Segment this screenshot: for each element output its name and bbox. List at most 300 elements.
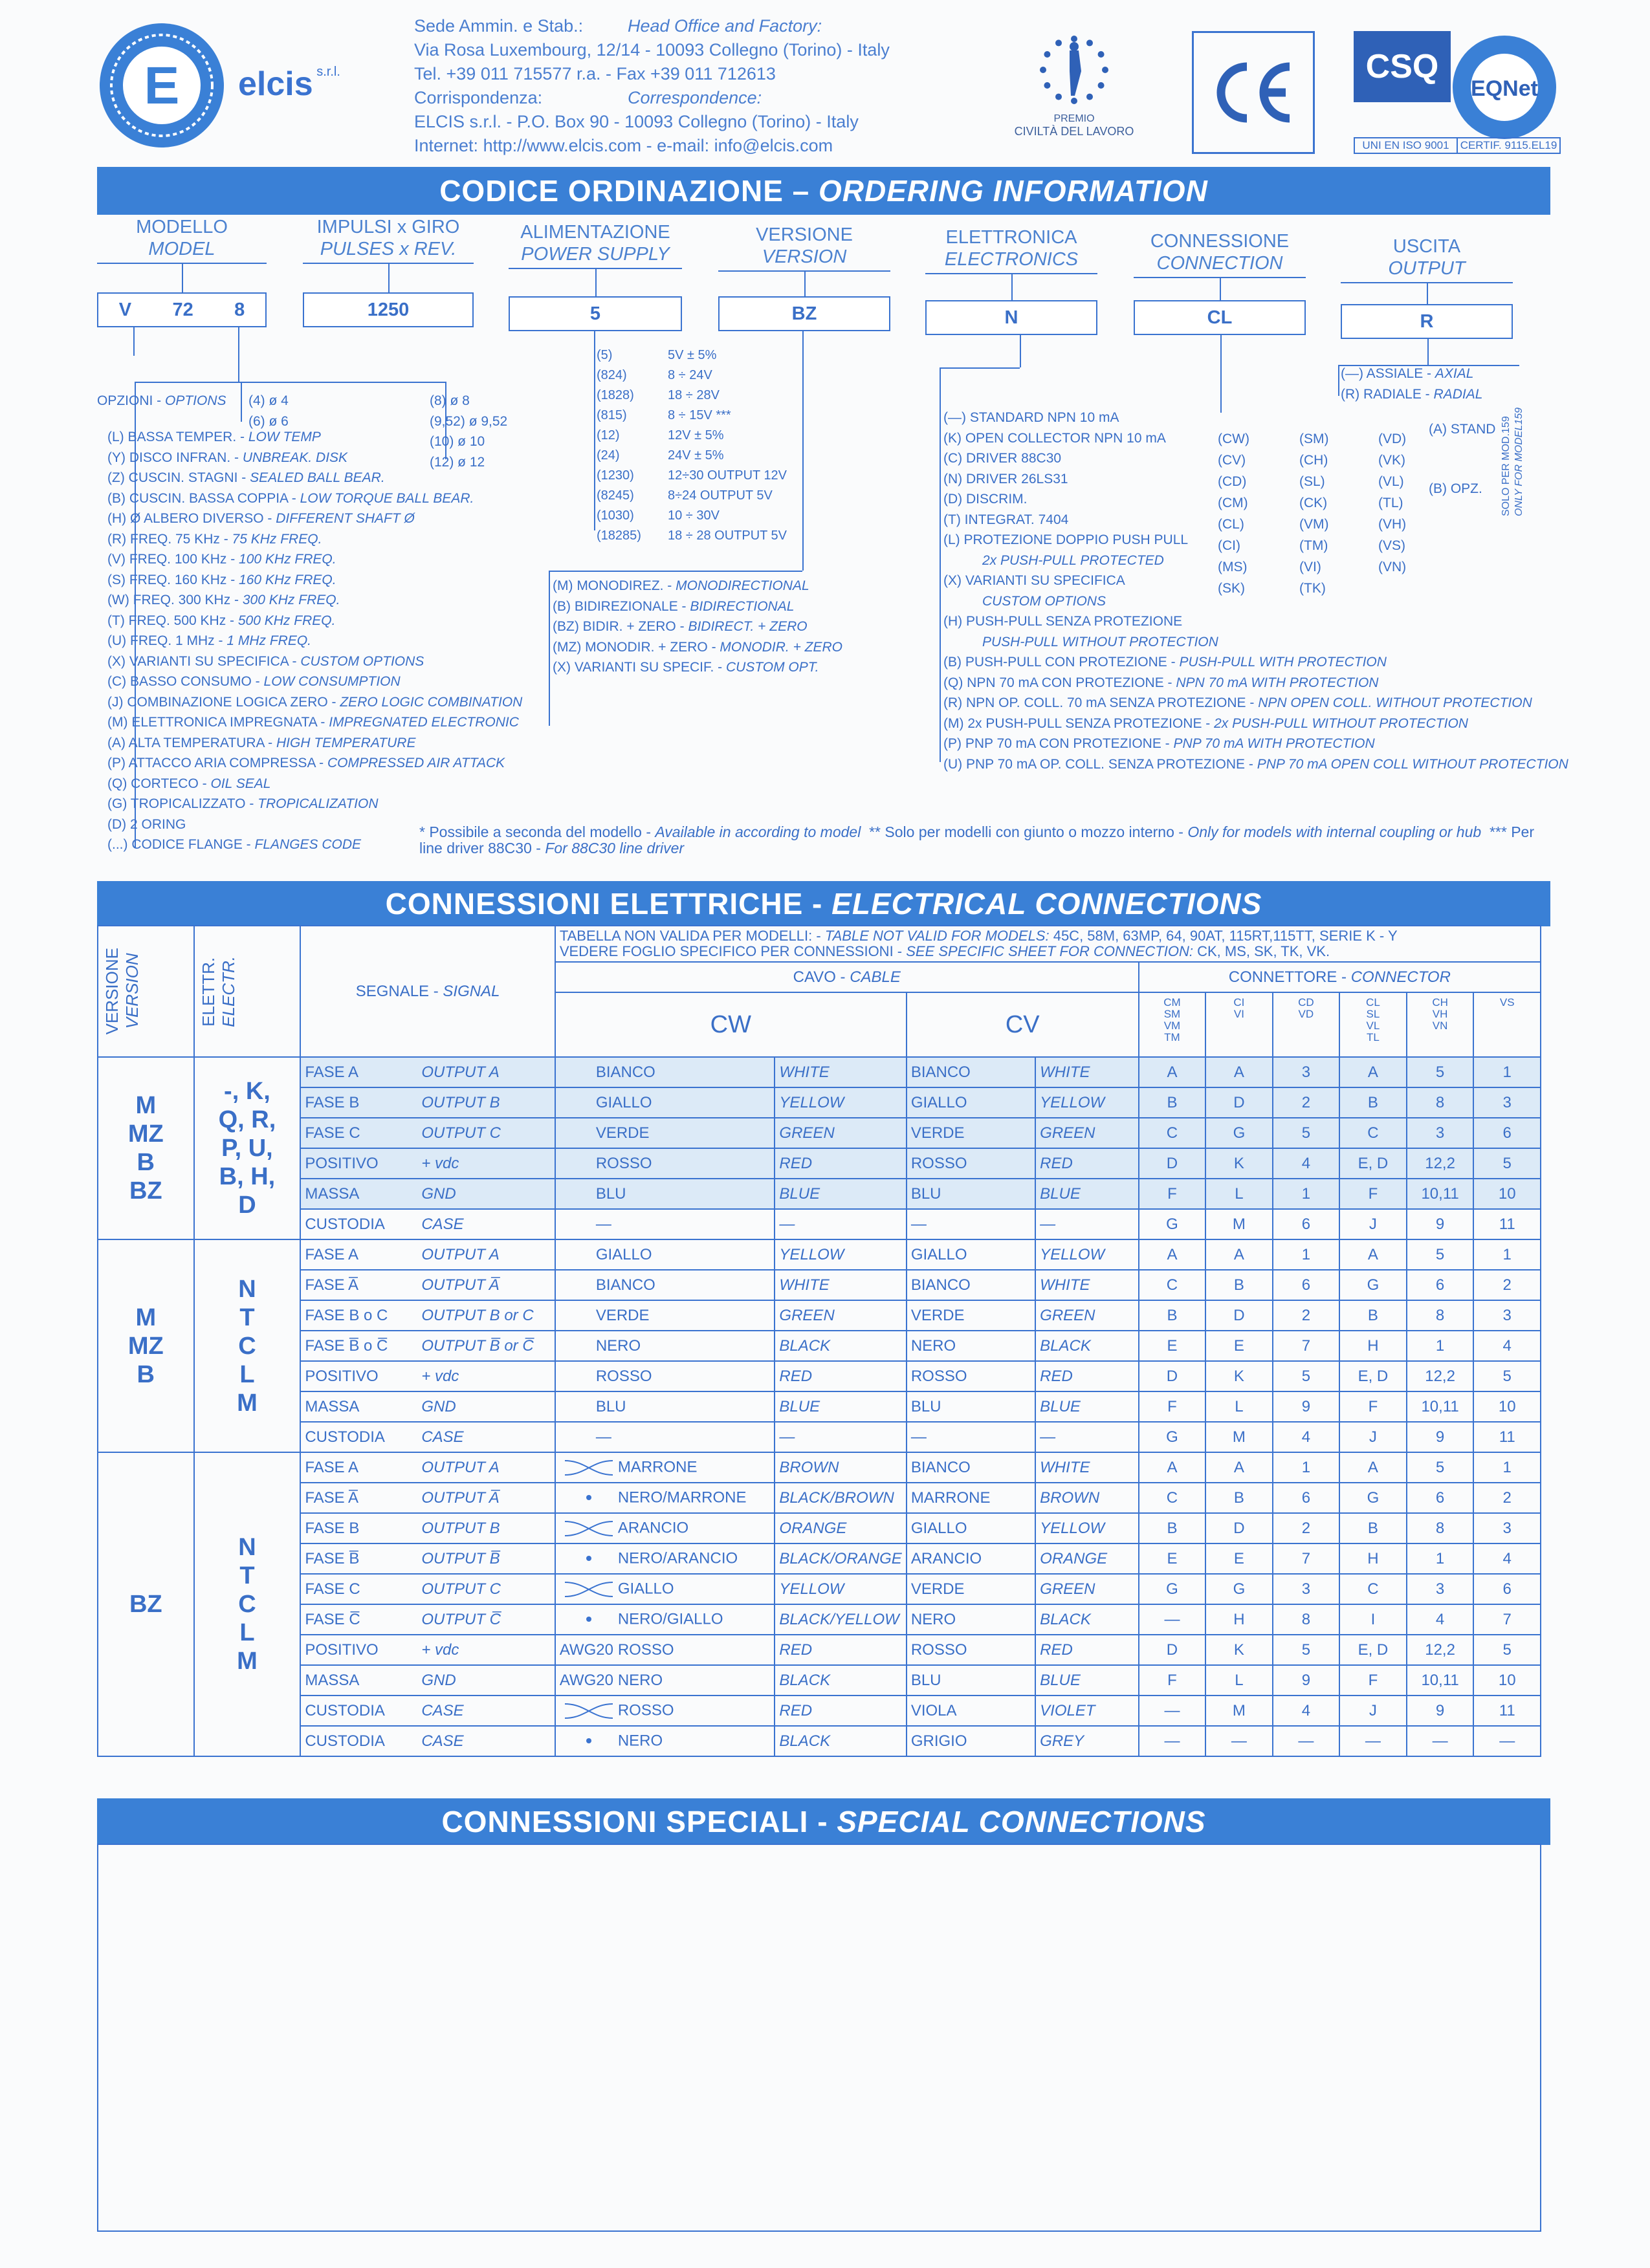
cw-it-cell: BIANCO [555, 1270, 775, 1300]
list-item: (CV) [1218, 453, 1246, 468]
connector-pin-cell: A [1139, 1057, 1205, 1087]
connection-box: CL [1134, 300, 1306, 335]
connector-pin-cell: G [1139, 1422, 1205, 1452]
cv-it-cell: ROSSO [907, 1361, 1035, 1391]
field-header: CONNESSIONE CONNECTION [1150, 231, 1290, 274]
connector-pin-cell: H [1339, 1543, 1407, 1574]
twisted-pair-icon [560, 1610, 618, 1630]
list-item: (TM) [1299, 538, 1328, 553]
table-row [98, 1118, 1541, 1148]
list-item: (CL) [1218, 517, 1244, 532]
cw-it-cell: GIALLO [555, 1239, 775, 1270]
model159-note: SOLO PER MOD.159 ONLY FOR MODEL159 [1501, 407, 1524, 516]
list-item: (TK) [1299, 581, 1326, 596]
list-item: (V) FREQ. 100 KHz - 100 KHz FREQ. [107, 552, 336, 567]
cw-it-cell: NERO/ARANCIO [555, 1543, 775, 1574]
connector-pin-cell: K [1205, 1635, 1272, 1665]
list-item: 2x PUSH-PULL PROTECTED [982, 552, 1164, 568]
options-header: OPZIONI - OPTIONS [97, 393, 226, 408]
connector-pin-cell: 2 [1473, 1483, 1541, 1513]
model-72: 72 [172, 300, 193, 320]
list-item: (H) Ø ALBERO DIVERSO - DIFFERENT SHAFT Ø [107, 511, 415, 526]
table-row [98, 1513, 1541, 1543]
ordering-footnotes: * Possibile a seconda del modello - Available in according to model ** Solo per modelli con giunto o mozzo interno - Only for models with internal coupling or hub *** Per line driver 88C30 - For 88C30 line driver [419, 823, 1534, 856]
cv-it-cell: BLU [907, 1665, 1035, 1696]
cv-en-cell: — [1035, 1209, 1139, 1239]
list-item: (W) FREQ. 300 KHz - 300 KHz FREQ. [107, 593, 340, 607]
list-item: (M) ELETTRONICA IMPREGNATA - IMPREGNATED ELECTRONIC [107, 715, 519, 730]
signal-cell: FASE B o C OUTPUT B or C [300, 1300, 555, 1331]
cv-en-cell: BLACK [1035, 1331, 1139, 1361]
list-item: (X) VARIANTI SU SPECIFICA [943, 573, 1125, 588]
table-row [98, 1361, 1541, 1391]
signal-cell: FASE A OUTPUT A [300, 1057, 555, 1087]
cw-en-cell: BLUE [775, 1391, 906, 1422]
supply-box: 5 [509, 296, 682, 331]
list-item: (TL) [1378, 496, 1403, 510]
twisted-pair-icon [560, 1519, 618, 1538]
connector-pin-cell: 6 [1407, 1483, 1474, 1513]
connector-pin-cell: 9 [1407, 1209, 1474, 1239]
cv-it-cell: BIANCO [907, 1057, 1035, 1087]
connection-list-b [1299, 428, 1329, 599]
table-row [98, 1087, 1541, 1118]
signal-cell: CUSTODIA CASE [300, 1696, 555, 1726]
model-8: 8 [234, 300, 245, 320]
electrical-connections-table [97, 925, 1541, 1757]
signal-cell: CUSTODIA CASE [300, 1726, 555, 1756]
list-item: (18285) 18 ÷ 28 OUTPUT 5V [597, 529, 787, 543]
cw-it-cell: AWG20 NERO [555, 1665, 775, 1696]
list-item: (U) FREQ. 1 MHz - 1 MHz FREQ. [107, 633, 312, 648]
signal-cell: FASE B̅ o C̅ OUTPUT B̅ or C̅ [300, 1331, 555, 1361]
cv-it-cell: ARANCIO [907, 1543, 1035, 1574]
signal-cell: FASE A OUTPUT A [300, 1452, 555, 1483]
connector-pin-cell: 12,2 [1407, 1361, 1474, 1391]
connector-col-header: CI VI [1205, 992, 1272, 1057]
output-box: R [1341, 304, 1513, 339]
options-list [107, 427, 522, 855]
model-box [97, 292, 267, 327]
cw-en-cell: — [775, 1422, 906, 1452]
award-badge: PREMIO CIVILTÀ DEL LAVORO [1003, 32, 1145, 155]
list-item: (Z) CUSCIN. STAGNI - SEALED BALL BEAR. [107, 470, 385, 485]
connector-pin-cell: 8 [1407, 1513, 1474, 1543]
list-item: CUSTOM OPTIONS [982, 593, 1106, 609]
table-row [98, 1179, 1541, 1209]
connector-pin-cell: 10 [1473, 1179, 1541, 1209]
address-line: Via Rosa Luxembourg, 12/14 - 10093 Collegno (Torino) - Italy [414, 40, 890, 60]
connector-pin-cell: C [1139, 1270, 1205, 1300]
electr-cell: N T C L M [194, 1452, 301, 1756]
cv-en-cell: RED [1035, 1148, 1139, 1179]
connector-pin-cell: 11 [1473, 1696, 1541, 1726]
list-item: PUSH-PULL WITHOUT PROTECTION [982, 634, 1218, 649]
connector-pin-cell: 7 [1473, 1604, 1541, 1635]
connector-pin-cell: F [1339, 1665, 1407, 1696]
connector-pin-cell: A [1339, 1239, 1407, 1270]
list-item: (824) 8 ÷ 24V [597, 368, 712, 382]
list-item: (SL) [1299, 474, 1325, 489]
list-item: (L) BASSA TEMPER. - LOW TEMP [107, 430, 321, 444]
cv-it-cell: GIALLO [907, 1239, 1035, 1270]
pulses-box: 1250 [303, 292, 474, 327]
connector-pin-cell: 1 [1473, 1239, 1541, 1270]
list-item: (R) RADIALE - RADIAL [1341, 386, 1483, 402]
cw-it-cell: — [555, 1422, 775, 1452]
list-item: (P) PNP 70 mA CON PROTEZIONE - PNP 70 mA WITH PROTECTION [943, 736, 1375, 751]
special-connections-area [97, 1844, 1541, 2232]
list-item: (M) MONODIREZ. - MONODIRECTIONAL [553, 578, 809, 593]
cv-en-cell: VIOLET [1035, 1696, 1139, 1726]
cv-it-cell: BIANCO [907, 1270, 1035, 1300]
cw-en-cell: GREEN [775, 1118, 906, 1148]
list-item: (X) VARIANTI SU SPECIFICA - CUSTOM OPTIONS [107, 653, 424, 669]
cv-en-cell: GREEN [1035, 1300, 1139, 1331]
connector-pin-cell: — [1339, 1726, 1407, 1756]
iso-label: UNI EN ISO 9001 [1355, 138, 1458, 153]
list-item: (815) 8 ÷ 15V *** [597, 408, 731, 422]
list-item: (K) OPEN COLLECTOR NPN 10 mA [943, 430, 1166, 446]
connector-pin-cell: C [1139, 1118, 1205, 1148]
connector-pin-cell: F [1139, 1179, 1205, 1209]
cv-en-cell: YELLOW [1035, 1087, 1139, 1118]
table-row [98, 1483, 1541, 1513]
connector-pin-cell: F [1139, 1665, 1205, 1696]
connector-pin-cell: — [1273, 1726, 1339, 1756]
cw-it-cell: — [555, 1209, 775, 1239]
cw-it-cell: ROSSO [555, 1696, 775, 1726]
cw-it-cell: ROSSO [555, 1148, 775, 1179]
cw-en-cell: BLACK [775, 1665, 906, 1696]
list-item: (BZ) BIDIR. + ZERO - BIDIRECT. + ZERO [553, 619, 808, 634]
signal-cell: POSITIVO + vdc [300, 1148, 555, 1179]
table-row [98, 1635, 1541, 1665]
connector-pin-cell: E, D [1339, 1635, 1407, 1665]
cv-en-cell: BLUE [1035, 1391, 1139, 1422]
cw-it-cell: MARRONE [555, 1452, 775, 1483]
cv-it-cell: ROSSO [907, 1635, 1035, 1665]
connector-pin-cell: 6 [1407, 1270, 1474, 1300]
signal-cell: FASE C̅ OUTPUT C̅ [300, 1604, 555, 1635]
list-item: (24) 24V ± 5% [597, 448, 724, 463]
stand-option: (A) STAND [1429, 422, 1496, 437]
cw-it-cell: GIALLO [555, 1574, 775, 1604]
connector-pin-cell: 4 [1407, 1604, 1474, 1635]
connector-pin-cell: H [1205, 1604, 1272, 1635]
field-header: ALIMENTAZIONE POWER SUPPLY [520, 222, 670, 265]
connector-pin-cell: A [1339, 1452, 1407, 1483]
list-item: (VI) [1299, 560, 1321, 574]
list-item: (CH) [1299, 453, 1328, 468]
connector-pin-cell: B [1205, 1270, 1272, 1300]
connector-pin-cell: 6 [1273, 1270, 1339, 1300]
cv-en-cell: BLACK [1035, 1604, 1139, 1635]
address-line: Internet: http://www.elcis.com - e-mail: info@elcis.com [414, 136, 833, 155]
connector-pin-cell: B [1139, 1513, 1205, 1543]
list-item: (VH) [1378, 517, 1407, 532]
connector-pin-cell: 3 [1473, 1300, 1541, 1331]
table-row [98, 1391, 1541, 1422]
list-item: (1828) 18 ÷ 28V [597, 388, 720, 402]
version-box: BZ [718, 296, 890, 331]
connector-pin-cell: C [1339, 1574, 1407, 1604]
signal-cell: FASE C OUTPUT C [300, 1118, 555, 1148]
ce-mark-icon [1194, 33, 1313, 152]
connector-pin-cell: D [1139, 1635, 1205, 1665]
cw-it-cell: VERDE [555, 1118, 775, 1148]
connector-pin-cell: 3 [1273, 1057, 1339, 1087]
cw-it-cell: ARANCIO [555, 1513, 775, 1543]
connector-col-header: CL SL VL TL [1339, 992, 1407, 1057]
cw-en-cell: RED [775, 1361, 906, 1391]
signal-cell: CUSTODIA CASE [300, 1422, 555, 1452]
cv-header: CV [907, 992, 1139, 1057]
cw-it-cell: BLU [555, 1179, 775, 1209]
list-item: (CD) [1218, 474, 1247, 489]
cw-it-cell: BIANCO [555, 1057, 775, 1087]
csq-logo: CSQ [1354, 31, 1451, 102]
list-item: (Q) CORTECO - OIL SEAL [107, 776, 271, 791]
table-row [98, 1452, 1541, 1483]
list-item: (Y) DISCO INFRAN. - UNBREAK. DISK [107, 450, 348, 465]
table-row [98, 1057, 1541, 1087]
list-item: (VD) [1378, 431, 1407, 446]
table-row [98, 1209, 1541, 1239]
field-header: ELETTRONICA ELECTRONICS [944, 227, 1079, 270]
cv-en-cell: WHITE [1035, 1057, 1139, 1087]
connector-header: CONNETTORE - CONNECTOR [1139, 962, 1541, 992]
list-item: (VK) [1378, 453, 1405, 468]
list-item: (T) INTEGRAT. 7404 [943, 512, 1069, 527]
signal-cell: FASE A OUTPUT A [300, 1239, 555, 1270]
table-note: TABELLA NON VALIDA PER MODELLI: - TABLE NOT VALID FOR MODELS: 45C, 58M, 63MP, 64, 90AT, 115RT,115TT, SERIE K - Y VEDERE FOGLIO SPECIFICO PER CONNESSIONI - SEE SPECIFIC SHEET FOR CONNECTION: CK, MS, SK, TK, VK. [555, 926, 1541, 962]
connector-pin-cell: F [1139, 1391, 1205, 1422]
list-item: (CI) [1218, 538, 1240, 553]
cw-it-cell: NERO/MARRONE [555, 1483, 775, 1513]
ordering-banner: CODICE ORDINAZIONE – ORDERING INFORMATION [97, 167, 1550, 215]
cv-en-cell: RED [1035, 1635, 1139, 1665]
table-row [98, 1543, 1541, 1574]
cw-it-cell: ROSSO [555, 1361, 775, 1391]
connector-pin-cell: J [1339, 1696, 1407, 1726]
cw-it-cell: GIALLO [555, 1087, 775, 1118]
signal-cell: MASSA GND [300, 1665, 555, 1696]
address-line: Sede Ammin. e Stab.: Head Office and Factory: [414, 16, 822, 36]
cv-en-cell: — [1035, 1422, 1139, 1452]
connector-col-header: VS [1473, 992, 1541, 1057]
list-item: (VS) [1378, 538, 1405, 553]
connector-pin-cell: L [1205, 1179, 1272, 1209]
cw-it-cell: NERO [555, 1726, 775, 1756]
connector-pin-cell: — [1139, 1604, 1205, 1635]
list-item: (H) PUSH-PULL SENZA PROTEZIONE [943, 614, 1183, 629]
twisted-pair-icon [560, 1580, 618, 1599]
list-item: (D) 2 ORING [107, 816, 186, 832]
signal-cell: POSITIVO + vdc [300, 1361, 555, 1391]
connector-pin-cell: D [1139, 1361, 1205, 1391]
cw-en-cell: BLACK [775, 1331, 906, 1361]
list-item: (...) CODICE FLANGE - FLANGES CODE [107, 837, 362, 852]
connector-pin-cell: 10,11 [1407, 1391, 1474, 1422]
table-row [98, 1665, 1541, 1696]
cw-en-cell: ORANGE [775, 1513, 906, 1543]
cv-en-cell: ORANGE [1035, 1543, 1139, 1574]
connector-pin-cell: 1 [1273, 1452, 1339, 1483]
connector-pin-cell: 6 [1473, 1118, 1541, 1148]
cv-it-cell: VERDE [907, 1300, 1035, 1331]
table-row [98, 1270, 1541, 1300]
list-item: (4) ø 4 [248, 393, 289, 408]
connector-pin-cell: M [1205, 1209, 1272, 1239]
connector-pin-cell: B [1139, 1300, 1205, 1331]
list-item: (Q) NPN 70 mA CON PROTEZIONE - NPN 70 mA WITH PROTECTION [943, 675, 1379, 690]
connector-pin-cell: F [1339, 1179, 1407, 1209]
connector-pin-cell: B [1339, 1513, 1407, 1543]
cv-it-cell: BIANCO [907, 1452, 1035, 1483]
list-item: (R) NPN OP. COLL. 70 mA SENZA PROTEZIONE - NPN OPEN COLL. WITHOUT PROTECTION [943, 695, 1532, 710]
table-row [98, 1604, 1541, 1635]
versions-list [553, 576, 842, 678]
connector-pin-cell: 3 [1273, 1574, 1339, 1604]
connector-pin-cell: 5 [1407, 1239, 1474, 1270]
connector-pin-cell: E [1139, 1543, 1205, 1574]
twisted-pair-icon [560, 1458, 618, 1477]
cw-en-cell: BLACK/YELLOW [775, 1604, 906, 1635]
cw-it-cell: VERDE [555, 1300, 775, 1331]
connector-pin-cell: 12,2 [1407, 1148, 1474, 1179]
version-cell: M MZ B BZ [98, 1057, 194, 1239]
address-line: Corrispondenza: Correspondence: [414, 88, 762, 107]
ce-mark [1192, 31, 1315, 154]
cv-it-cell: GRIGIO [907, 1726, 1035, 1756]
list-item: (—) ASSIALE - AXIAL [1341, 366, 1474, 381]
brand-name: elcis $^{s.r.l.}$ [238, 65, 340, 103]
outputs-list [1341, 364, 1482, 404]
connector-pin-cell: E [1205, 1331, 1272, 1361]
connector-col-header: CD VD [1273, 992, 1339, 1057]
connector-pin-cell: 9 [1407, 1422, 1474, 1452]
connector-pin-cell: M [1205, 1696, 1272, 1726]
connector-pin-cell: J [1339, 1209, 1407, 1239]
signal-cell: FASE A̅ OUTPUT A̅ [300, 1270, 555, 1300]
cw-en-cell: YELLOW [775, 1574, 906, 1604]
connector-pin-cell: 2 [1273, 1087, 1339, 1118]
cv-en-cell: GREEN [1035, 1574, 1139, 1604]
connector-pin-cell: 7 [1273, 1543, 1339, 1574]
cv-it-cell: — [907, 1422, 1035, 1452]
list-item: (9,52) ø 9,52 [430, 413, 508, 429]
list-item: (SK) [1218, 581, 1245, 596]
cv-it-cell: GIALLO [907, 1087, 1035, 1118]
cv-en-cell: YELLOW [1035, 1513, 1139, 1543]
field-header: IMPULSI x GIRO PULSES x REV. [316, 217, 460, 259]
cw-en-cell: BLACK/ORANGE [775, 1543, 906, 1574]
connector-pin-cell: C [1139, 1483, 1205, 1513]
cw-it-cell: NERO [555, 1331, 775, 1361]
connector-pin-cell: 4 [1473, 1331, 1541, 1361]
list-item: (A) ALTA TEMPERATURA - HIGH TEMPERATURE [107, 735, 416, 750]
list-item: (D) DISCRIM. [943, 492, 1028, 507]
version-cell: BZ [98, 1452, 194, 1756]
list-item: (P) ATTACCO ARIA COMPRESSA - COMPRESSED AIR ATTACK [107, 756, 505, 770]
connector-pin-cell: 2 [1273, 1300, 1339, 1331]
connector-pin-cell: 4 [1273, 1148, 1339, 1179]
address-line: ELCIS s.r.l. - P.O. Box 90 - 10093 Collegno (Torino) - Italy [414, 112, 859, 131]
connector-pin-cell: 3 [1407, 1574, 1474, 1604]
list-item: (C) DRIVER 88C30 [943, 451, 1062, 466]
cv-it-cell: GIALLO [907, 1513, 1035, 1543]
connector-pin-cell: 5 [1473, 1148, 1541, 1179]
connector-pin-cell: 3 [1473, 1087, 1541, 1118]
list-item: (C) BASSO CONSUMO - LOW CONSUMPTION [107, 674, 401, 689]
electronics-box: N [925, 300, 1097, 335]
connector-pin-cell: 2 [1273, 1513, 1339, 1543]
list-item: (SM) [1299, 431, 1329, 446]
electrical-banner: CONNESSIONI ELETTRICHE - ELECTRICAL CONNECTIONS [97, 881, 1550, 926]
cv-en-cell: BLUE [1035, 1179, 1139, 1209]
connector-pin-cell: K [1205, 1148, 1272, 1179]
cw-en-cell: BLACK/BROWN [775, 1483, 906, 1513]
cw-en-cell: RED [775, 1635, 906, 1665]
field-header: USCITA OUTPUT [1388, 236, 1466, 279]
connector-pin-cell: C [1339, 1118, 1407, 1148]
connector-pin-cell: 2 [1473, 1270, 1541, 1300]
signal-cell: FASE B OUTPUT B [300, 1087, 555, 1118]
connector-pin-cell: G [1339, 1270, 1407, 1300]
connector-pin-cell: 5 [1273, 1635, 1339, 1665]
cw-en-cell: BLACK [775, 1726, 906, 1756]
connector-pin-cell: 10,11 [1407, 1665, 1474, 1696]
connector-pin-cell: 3 [1407, 1118, 1474, 1148]
twisted-pair-icon [560, 1488, 618, 1508]
connection-list-a [1218, 428, 1249, 599]
connector-pin-cell: G [1205, 1574, 1272, 1604]
connector-pin-cell: 11 [1473, 1422, 1541, 1452]
connector-pin-cell: 5 [1407, 1057, 1474, 1087]
connector-pin-cell: M [1205, 1422, 1272, 1452]
connector-pin-cell: L [1205, 1665, 1272, 1696]
connector-pin-cell: B [1339, 1087, 1407, 1118]
list-item: (CW) [1218, 431, 1249, 446]
cw-en-cell: GREEN [775, 1300, 906, 1331]
connector-pin-cell: 5 [1473, 1635, 1541, 1665]
list-item: (VN) [1378, 560, 1407, 574]
connector-pin-cell: K [1205, 1361, 1272, 1391]
connector-pin-cell: I [1339, 1604, 1407, 1635]
signal-cell: FASE B̅ OUTPUT B̅ [300, 1543, 555, 1574]
list-item: (VM) [1299, 517, 1329, 532]
connector-pin-cell: 4 [1473, 1543, 1541, 1574]
stars-emblem-icon [1032, 32, 1116, 110]
connector-pin-cell: 1 [1407, 1543, 1474, 1574]
connector-pin-cell: D [1205, 1300, 1272, 1331]
cv-en-cell: WHITE [1035, 1452, 1139, 1483]
list-item: (6) ø 6 [248, 413, 289, 429]
connector-pin-cell: A [1139, 1239, 1205, 1270]
list-item: (8) ø 8 [430, 393, 470, 408]
cw-en-cell: — [775, 1209, 906, 1239]
cv-en-cell: YELLOW [1035, 1239, 1139, 1270]
list-item: (N) DRIVER 26LS31 [943, 471, 1068, 486]
connector-pin-cell: 1 [1473, 1452, 1541, 1483]
connector-pin-cell: 3 [1473, 1513, 1541, 1543]
connector-pin-cell: H [1339, 1331, 1407, 1361]
eqnet-seal-icon [1449, 32, 1559, 142]
list-item: (1030) 10 ÷ 30V [597, 508, 720, 523]
cw-en-cell: BROWN [775, 1452, 906, 1483]
connector-pin-cell: 6 [1473, 1574, 1541, 1604]
